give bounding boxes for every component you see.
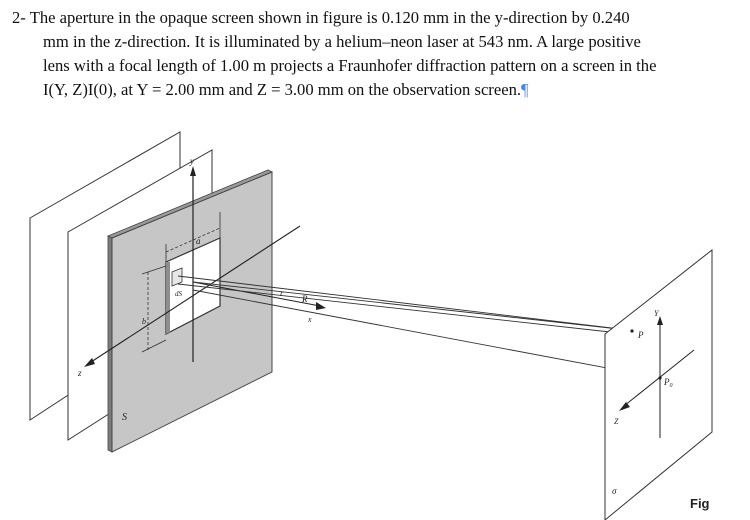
ray-R-label: R bbox=[302, 294, 308, 304]
observation-screen bbox=[605, 250, 712, 520]
figure-caption: Fig bbox=[690, 496, 710, 511]
screen-sigma-label: σ bbox=[612, 486, 617, 496]
y-axis-label: y bbox=[190, 156, 194, 166]
x-axis-arrow bbox=[316, 302, 326, 310]
screen-edge-side bbox=[108, 236, 112, 452]
z-axis-label: z bbox=[78, 368, 82, 378]
pilcrow-mark: ¶ bbox=[521, 80, 529, 99]
ds-label: dS bbox=[175, 290, 182, 298]
dim-a-label: a bbox=[196, 236, 201, 246]
point-P bbox=[630, 329, 633, 332]
problem-line-1-text: The aperture in the opaque screen shown in figure is 0.120 mm in the y-direction by 0.240 bbox=[29, 8, 630, 27]
dim-b-label: b bbox=[142, 317, 146, 326]
point-P0-main: P bbox=[664, 377, 670, 387]
point-P-label: P bbox=[638, 330, 644, 340]
problem-line-4-text: I(Y, Z)I(0), at Y = 2.00 mm and Z = 3.00 mm on the observation screen. bbox=[43, 80, 522, 99]
screen-Z-label: Z bbox=[614, 417, 619, 426]
screen-Y-label: Y bbox=[654, 309, 659, 318]
point-P0 bbox=[658, 376, 661, 379]
problem-number: 2- bbox=[12, 8, 26, 27]
x-axis-label: x bbox=[308, 315, 312, 324]
problem-line-2: mm in the z-direction. It is illuminated by a helium–neon laser at 543 nm. A large positive bbox=[43, 32, 641, 51]
point-P0-sub: 0 bbox=[669, 383, 673, 389]
screen-s-label: S bbox=[122, 412, 127, 423]
ray-r-label: r bbox=[280, 288, 284, 298]
aperture-inner-edge bbox=[166, 262, 170, 334]
problem-line-3: lens with a focal length of 1.00 m projects a Fraunhofer diffraction pattern on a screen in the bbox=[43, 56, 657, 75]
